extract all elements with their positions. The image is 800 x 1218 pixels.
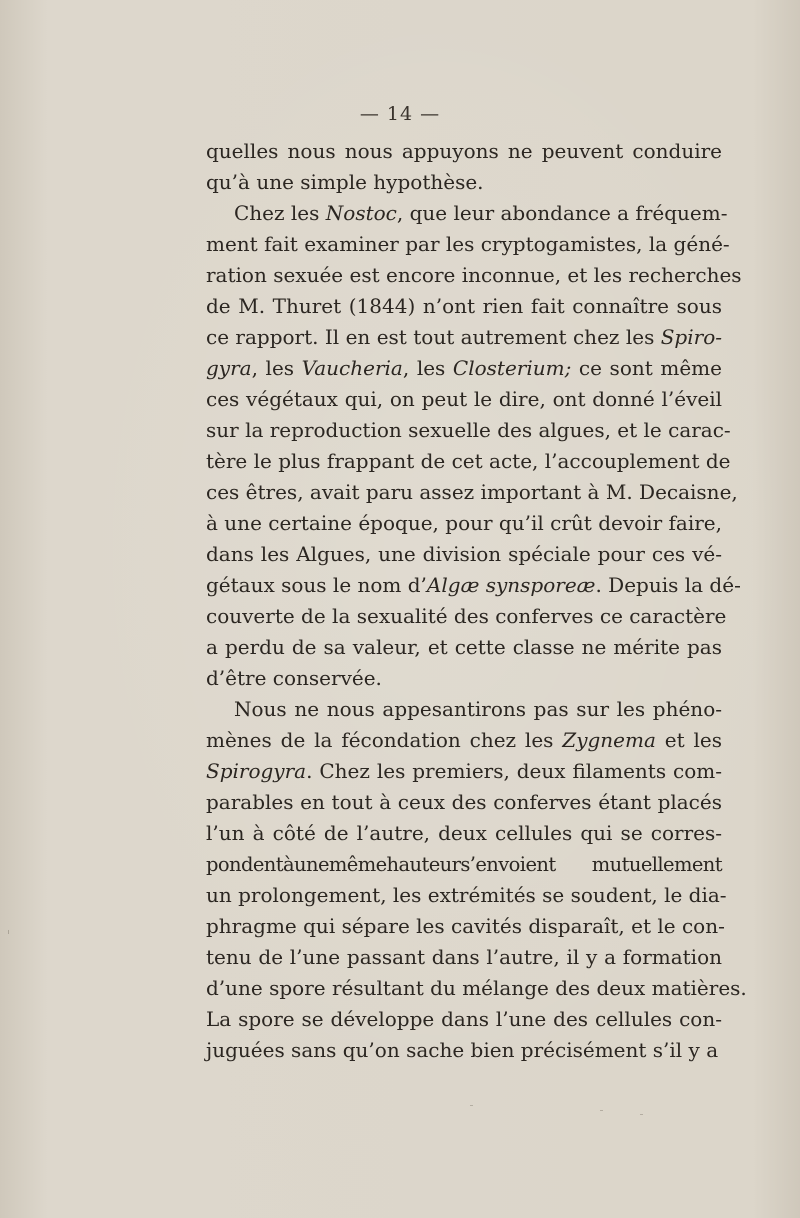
text-line <box>206 136 722 167</box>
text-line <box>206 663 722 694</box>
text-line <box>206 1004 722 1035</box>
text-line <box>206 632 722 663</box>
text-run: d’une spore résultant du mélange des deux matières. <box>206 976 747 1000</box>
text-run: à une certaine époque, pour qu’il crût devoir faire, <box>206 511 722 535</box>
text-line <box>206 229 730 260</box>
text-line <box>206 291 722 322</box>
italic-text: Vaucheria <box>301 356 403 380</box>
paper-speck <box>470 1105 473 1106</box>
text-run: de M. Thuret (1844) n’ont rien fait connaître sous <box>206 294 722 318</box>
paper-speck <box>600 1110 603 1111</box>
text-run: pondentàunemêmehauteurs’envoient mutuellement <box>206 853 722 876</box>
page-number: — 14 — <box>359 103 441 125</box>
text-run: tère le plus frappant de cet acte, l’accouplement de <box>206 449 731 473</box>
text-run: parables en tout à ceux des conferves étant placés <box>206 790 722 814</box>
text-line <box>206 1035 722 1066</box>
body-text <box>206 136 747 1066</box>
text-line <box>206 446 731 477</box>
italic-text: Nostoc <box>325 201 397 225</box>
text-run: Nous ne nous appesantirons pas sur les phéno- <box>234 697 722 721</box>
paper-speck <box>8 930 9 934</box>
text-line <box>206 787 722 818</box>
paper-speck <box>640 1114 643 1115</box>
text-line <box>206 415 731 446</box>
text-run: a perdu de sa valeur, et cette classe ne mérite pas <box>206 635 722 659</box>
text-line <box>206 880 727 911</box>
text-run: ces végétaux qui, on peut le dire, ont donné l’éveil <box>206 387 722 411</box>
text-line <box>206 849 722 880</box>
italic-text: Closterium; <box>452 356 572 380</box>
text-run: , que leur abondance a fréquem- <box>396 201 728 225</box>
text-run: ces êtres, avait paru assez important à M. Decaisne, <box>206 480 738 504</box>
text-line <box>206 477 738 508</box>
text-run: quelles nous nous appuyons ne peuvent conduire <box>206 139 722 163</box>
text-run: l’un à côté de l’autre, deux cellules qui se corres- <box>206 821 722 845</box>
text-line <box>206 353 722 384</box>
text-line <box>206 911 725 942</box>
text-run: Chez les <box>234 201 326 225</box>
text-line <box>206 570 741 601</box>
text-line <box>206 725 722 756</box>
text-line <box>206 260 742 291</box>
text-run: d’être conservée. <box>206 666 382 690</box>
italic-text: Algæ synsporeæ <box>426 573 596 597</box>
text-run: couverte de la sexualité des conferves ce caractère <box>206 604 727 628</box>
text-run: sur la reproduction sexuelle des algues, et le carac- <box>206 418 731 442</box>
italic-text: Zygnema <box>562 728 656 752</box>
text-line <box>206 539 722 570</box>
text-run: mènes de la fécondation chez les <box>206 728 563 752</box>
text-line <box>206 818 722 849</box>
text-run: . Depuis la dé- <box>595 573 741 597</box>
text-run: juguées sans qu’on sache bien précisément s’il y a <box>206 1038 719 1062</box>
text-run: tenu de l’une passant dans l’autre, il y a formation <box>206 945 722 969</box>
text-line <box>206 973 747 1004</box>
text-run: et les <box>655 728 722 752</box>
text-run: La spore se développe dans l’une des cellules con- <box>206 1007 722 1031</box>
text-run: ment fait examiner par les cryptogamistes, la géné- <box>206 232 730 256</box>
italic-text: Spirogyra <box>206 759 307 783</box>
text-line <box>206 198 728 229</box>
text-line <box>206 508 722 539</box>
text-line <box>206 694 722 725</box>
text-run: ce sont même <box>571 356 722 380</box>
text-line <box>206 756 722 787</box>
italic-text: Spiro- <box>660 325 722 349</box>
text-run: ration sexuée est encore inconnue, et les recherches <box>206 263 742 287</box>
paragraph <box>206 136 722 198</box>
text-run: ce rapport. Il en est tout autrement chez les <box>206 325 661 349</box>
text-run: , les <box>251 356 302 380</box>
text-line <box>206 601 727 632</box>
text-run: gétaux sous le nom d’ <box>206 573 427 597</box>
text-run: . Chez les premiers, deux filaments com- <box>306 759 722 783</box>
text-line <box>206 384 722 415</box>
text-run: un prolongement, les extrémités se soudent, le dia- <box>206 883 727 907</box>
paragraph <box>206 198 742 694</box>
text-run: phragme qui sépare les cavités disparaît, et le con- <box>206 914 725 938</box>
text-line <box>206 322 722 353</box>
text-run: , les <box>402 356 453 380</box>
text-line <box>206 167 722 198</box>
paragraph <box>206 694 747 1066</box>
italic-text: gyra <box>206 356 252 380</box>
text-run: dans les Algues, une division spéciale pour ces vé- <box>206 542 722 566</box>
text-run: qu’à une simple hypothèse. <box>206 170 484 194</box>
text-line <box>206 942 722 973</box>
